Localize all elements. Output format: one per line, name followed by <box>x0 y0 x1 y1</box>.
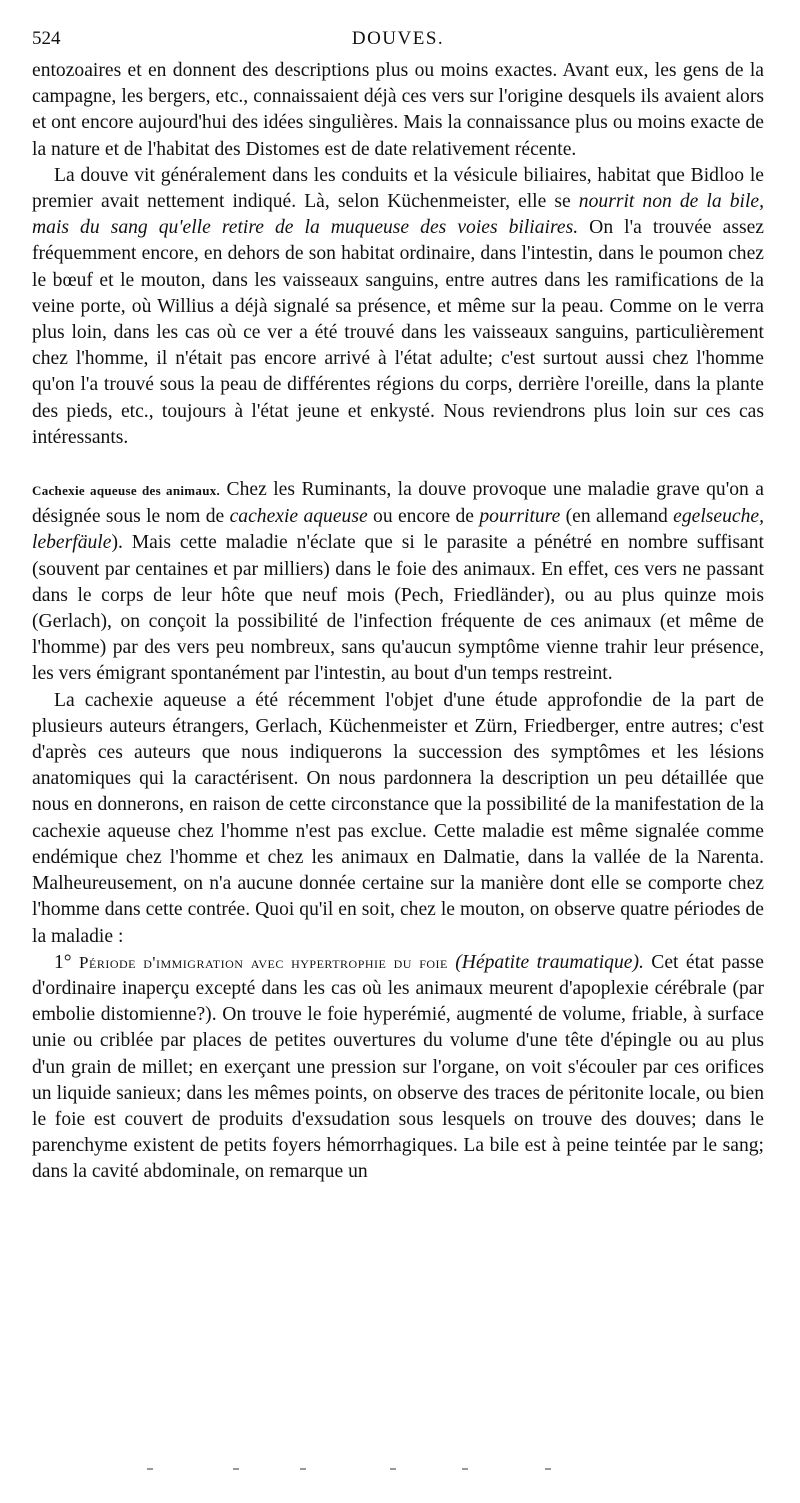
page-header <box>32 28 764 58</box>
paragraph-2-text-a: La douve vit généralement dans les conduits et la vésicule biliaires, habitat que Bidloo le premier avait nettement indiqué. Là, selon Küchenmeister, elle se <box>32 164 764 213</box>
paragraph-3-italic-2: pourriture <box>479 506 561 528</box>
paragraph-1: entozoaires et en donnent des descriptions plus ou moins exactes. Avant eux, les gens de la campagne, les bergers, etc., connaissaient déjà ces vers sur l'origine desquels ils avaient alors et ont encore aujourd'hui des idées singulières. Mais la connaissance plus ou moins exacte de la nature et de l'habitat des Distomes est de date relativement récente. <box>32 60 764 160</box>
section-heading-cachexie: Cachexie aqueuse des animaux. <box>32 483 221 499</box>
paragraph-3-text-d: ). Mais cette maladie n'éclate que si le parasite a pénétré en nombre suffisant (souvent par centaines et par milliers) dans le foie des animaux. En effet, ces vers ne passant dans le corps de leur hôte que neuf mois (Pech, Friedländer), ou au plus quinze mois (Gerlach), on conçoit la possibilité de l'infection fréquente de ces animaux (et même de l'homme) par des vers peu nombreux, sans qu'aucun symptôme vienne trahir leur présence, les vers émigrant spontanément par l'intestin, au bout d'un temps restreint. <box>32 532 764 685</box>
paragraph-3-text-b: ou encore de <box>367 506 480 528</box>
paragraph-3 <box>32 477 764 688</box>
paragraph-5 <box>32 950 764 1186</box>
paragraph-3-text-a: Chez les Ruminants, la douve provoque une maladie grave qu'on a désignée sous le nom de <box>32 479 764 528</box>
paragraph-3-italic-1: cachexie aqueuse <box>229 506 368 528</box>
page-number: 524 <box>32 28 61 49</box>
paragraph-2-text-b: On l'a trouvée assez fréquemment encore, en dehors de son habitat ordinaire, dans l'intestin, dans le poumon chez le bœuf et le mouton, dans les vaisseaux sanguins, entre autres dans les ramifications de la veine porte, où Willius a déjà signalé sa présence, et même sur la peau. Comme on le verra plus loin, dans les cas où ce ver a été trouvé dans les vaisseaux sanguins, particulièrement chez l'homme, il n'était pas encore arrivé à l'état adulte; c'est surtout aussi chez l'homme qu'on l'a trouvé sous la peau de différentes régions du corps, derrière l'oreille, dans la plante des pieds, etc., toujours à l'état jeune et enkysté. Nous reviendrons plus loin sur ces cas intéressants. <box>32 217 764 448</box>
paragraph-5-italic: (Hépatite traumatique). <box>455 951 644 973</box>
period-heading: Période d'immigration avec hypertrophie du foie <box>79 952 448 972</box>
paragraph-5-body: Cet état passe d'ordinaire inaperçu excepté dans les cas où les animaux meurent d'apoplexie cérébrale (par embolie distomienne?). On trouve le foie hyperémié, augmenté de volume, friable, à surface unie ou criblée par places de petites ouvertures du volume d'une tête d'épingle ou au plus d'un grain de millet; en exerçant une pression sur l'organe, on voit s'écouler par ces orifices un liquide sanieux; dans les mêmes points, on observe des traces de péritonite locale, ou bien le foie est couvert de produits d'exsudation sous lesquels on trouve des douves; dans le parenchyme existent de petits foyers hémorrhagiques. La bile est à peine teintée par le sang; dans la cavité abdominale, on remarque un <box>32 951 764 1183</box>
paragraph-2-italic: nourrit non de la bile, mais du sang qu'elle retire de la muqueuse des voies biliaires. <box>32 191 765 239</box>
paragraph-3-italic-3: egelseuche, leberfäule <box>32 506 764 554</box>
paragraph-3-text-c: (en allemand <box>560 506 674 528</box>
paragraph-4: La cachexie aqueuse a été récemment l'objet d'une étude approfondie de la part de plusieurs auteurs étrangers, Gerlach, Küchenmeister et Zürn, Friedberger, entre autres; c'est d'après ces auteurs que nous indiquerons la succession des symptômes et les lésions anatomiques qui la caractérisent. On nous pardonnera la description un peu détaillée que nous en donnerons, en raison de cette circonstance que la possibilité de la manifestation de la cachexie aqueuse chez l'homme n'est pas exclue. Cette maladie est même signalée comme endémique chez l'homme et chez les animaux en Dalmatie, dans la vallée de la Narenta. Malheureusement, on n'a aucune donnée certaine sur la manière dont elle se comporte chez l'homme dans cette contrée. Quoi qu'il en soit, chez le mouton, on observe quatre périodes de la maladie : <box>32 689 764 947</box>
running-title: DOUVES. <box>351 28 445 49</box>
page-bottom-marks <box>0 1468 800 1478</box>
paragraph-2 <box>32 163 764 451</box>
period-number: 1° <box>54 951 72 973</box>
page <box>32 28 764 1186</box>
